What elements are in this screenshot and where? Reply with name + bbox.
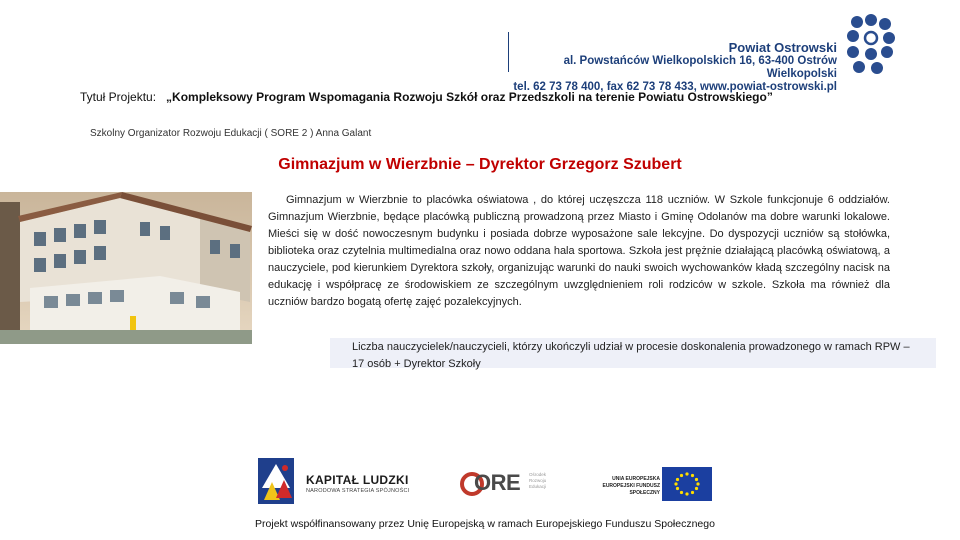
eu-flag-icon — [662, 467, 712, 501]
org-name: Powiat Ostrowski — [728, 40, 837, 55]
project-title-value: „Kompleksowy Program Wspomagania Rozwoju Szkół oraz Przedszkoli na terenie Powiatu Ostrowskiego” — [166, 90, 773, 104]
project-title-line — [80, 90, 880, 104]
org-address: al. Powstańców Wielkopolskich 16, 63-400 Ostrów Wielkopolski — [563, 55, 837, 80]
page-title: Gimnazjum w Wierzbnie – Dyrektor Grzegorz Szubert — [278, 156, 682, 173]
header-divider — [508, 32, 509, 72]
kapital-ludzki-subtitle: NARODOWA STRATEGIA SPÓJNOŚCI — [306, 488, 410, 494]
school-building-photo — [0, 192, 252, 344]
cofinancing-footer: Projekt współfinansowany przez Unię Europejską w ramach Europejskiego Funduszu Społecznego — [255, 518, 715, 530]
sore-organizer: Szkolny Organizator Rozwoju Edukacji ( SORE 2 ) Anna Galant — [90, 128, 372, 139]
header-address-block — [512, 40, 837, 94]
powiat-logo-icon — [845, 14, 895, 76]
school-description — [268, 192, 890, 311]
org-contact: tel. 62 73 78 400, fax 62 73 78 433, www.powiat-ostrowski.pl — [513, 81, 837, 93]
school-description-text: Gimnazjum w Wierzbnie to placówka oświatowa , do której uczęszcza 118 uczniów. W Szkole funkcjonuje 6 oddziałów. Gimnazjum Wierzbnie, będące placówką publiczną prowadzoną przez Miasto i Gminę Odolanów ma dobre warunki lokalowe. Mieści się w dość nowoczesnym budynku i posiada dobrze wyposażone sale lekcyjne. Do dyspozycji uczniów są stołówka, biblioteka oraz czytelnia multimedialna oraz nowo oddana hala sportowa. Szkoła jest prężnie działającą placówką oświatową, a nauczyciele, pod kierunkiem Dyrektora szkoły, organizując warunki do nauki swoich wychowanków kładą szczególny nacisk na edukację i współpracę ze środowiskiem ze szczególnym uwzględnieniem roli rodziców w szkole. Szkoła ma również dla uczniów bardzo bogatą ofertę zajęć pozalekcyjnych. — [268, 194, 890, 308]
teachers-note: Liczba nauczycielek/nauczycieli, którzy ukończyli udział w procesie doskonalenia prowadzonego w ramach RPW – 17 osób + Dyrektor Szkoły — [352, 341, 910, 370]
project-title-label: Tytuł Projektu: — [80, 90, 157, 104]
kapital-ludzki-title: KAPITAŁ LUDZKI — [306, 473, 409, 487]
ore-logo-text: ORE — [474, 470, 521, 495]
eu-fund-label: UNIA EUROPEJSKA EUROPEJSKI FUNDUSZ SPOŁECZNY — [602, 476, 660, 496]
ore-full-name: Ośrodek Rozwoju Edukacji — [529, 472, 547, 489]
